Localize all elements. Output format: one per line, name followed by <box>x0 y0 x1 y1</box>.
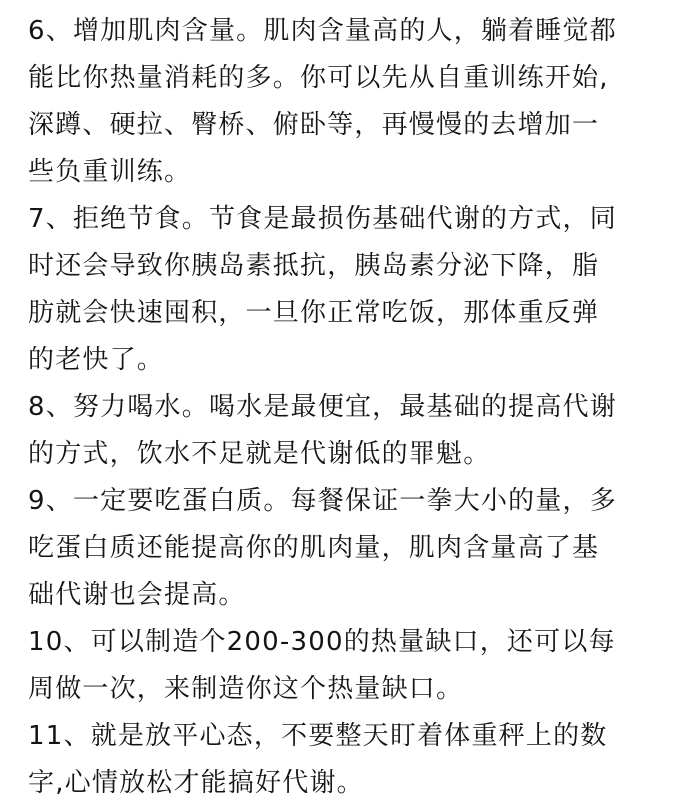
tip-6: 6、增加肌肉含量。肌肉含量高的人，躺着睡觉都 能比你热量消耗的多。你可以先从自重训练开始, 深蹲、硬拉、臀桥、俯卧等，再慢慢的去增加一 些负重训练。 <box>28 16 617 187</box>
tip-8: 8、努力喝水。喝水是最便宜，最基础的提高代谢 的方式，饮水不足就是代谢低的罪魁。 <box>28 392 617 469</box>
tip-10: 10、可以制造个200-300的热量缺口，还可以每 周做一次，来制造你这个热量缺口。 <box>28 627 616 704</box>
tip-11: 11、就是放平心态，不要整天盯着体重秤上的数 字,心情放松才能搞好代谢。 <box>28 721 608 798</box>
tip-9: 9、一定要吃蛋白质。每餐保证一拳大小的量，多 吃蛋白质还能提高你的肌肉量，肌肉含量高了基 础代谢也会提高。 <box>28 486 617 610</box>
tip-7: 7、拒绝节食。节食是最损伤基础代谢的方式，同 时还会导致你胰岛素抵抗，胰岛素分泌下降，脂 肪就会快速囤积，一旦你正常吃饭，那体重反弹 的老快了。 <box>28 204 617 375</box>
